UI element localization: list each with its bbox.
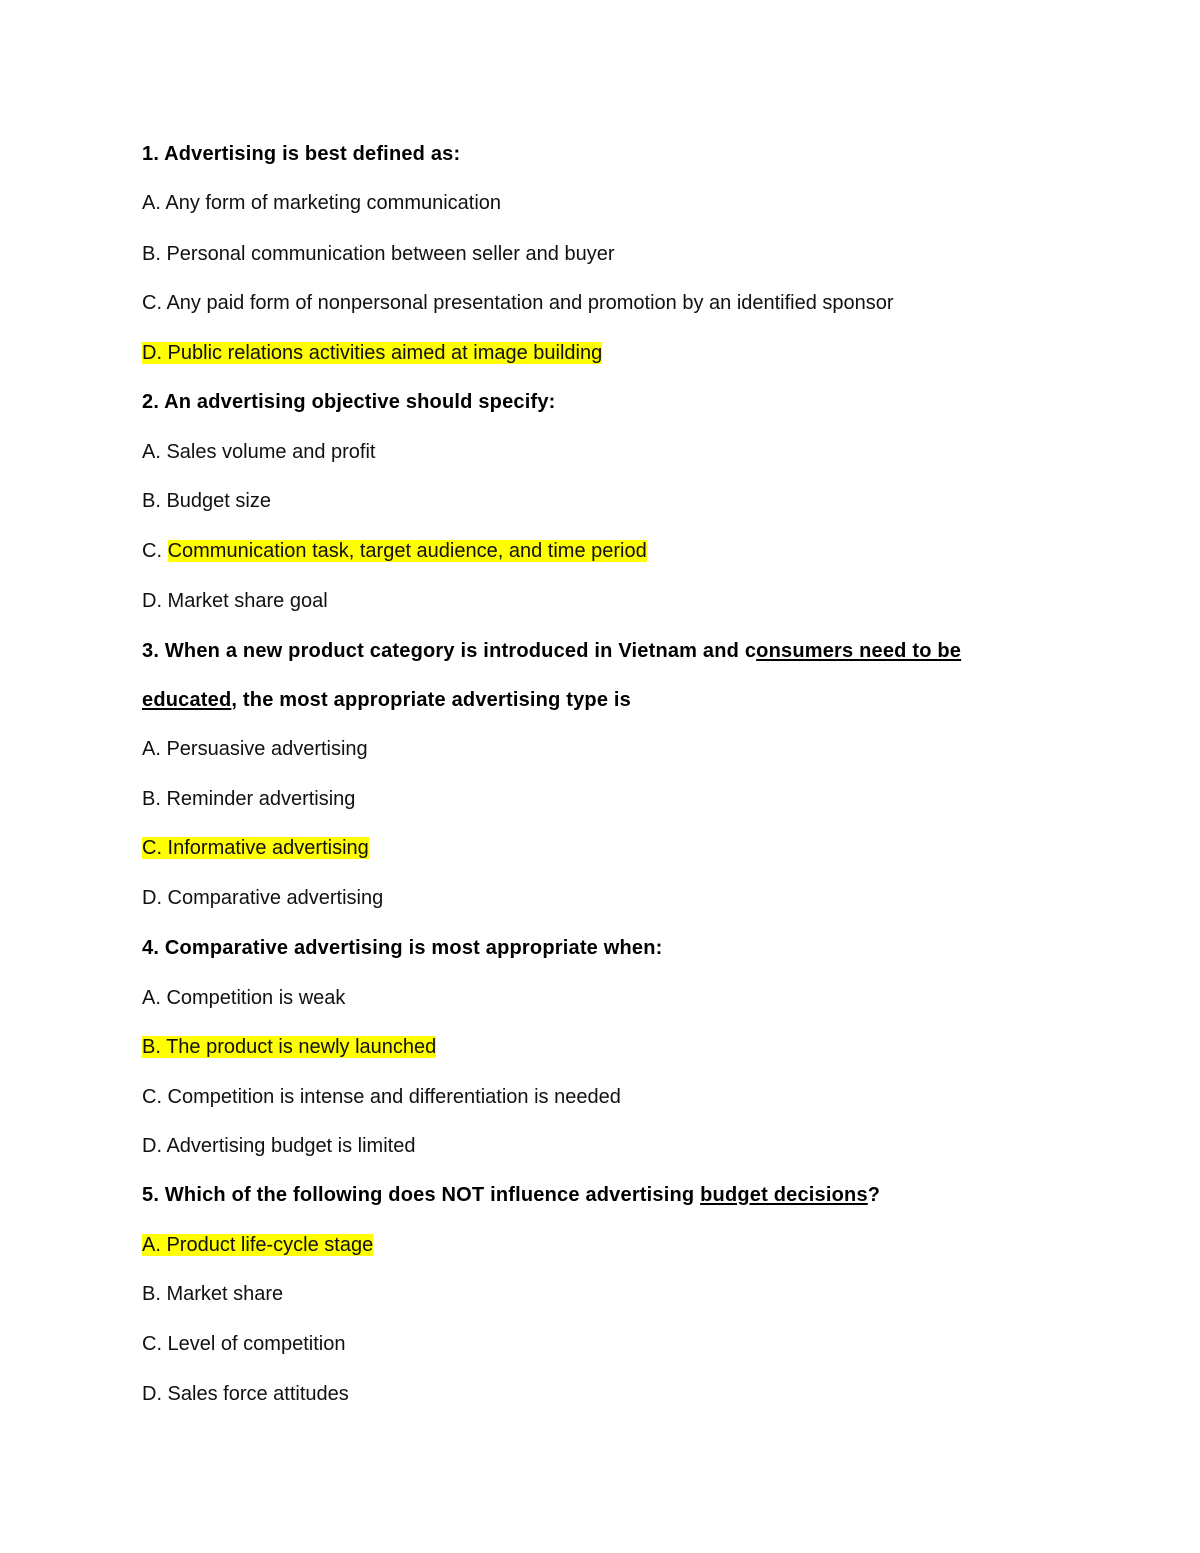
question-4: 4. Comparative advertising is most appropriate when: <box>142 937 663 959</box>
q2-option-b: B. Budget size <box>142 490 271 512</box>
highlighted-answer: A. Product life-cycle stage <box>142 1234 374 1256</box>
q3-option-b: B. Reminder advertising <box>142 788 356 810</box>
highlighted-answer: B. The product is newly launched <box>142 1036 437 1058</box>
underlined-text: budget decisions <box>700 1184 868 1206</box>
q5-option-c: C. Level of competition <box>142 1333 346 1355</box>
question-3-line-1 <box>142 638 961 664</box>
question-5 <box>142 1182 880 1208</box>
underlined-text: onsumers need to be <box>756 640 962 662</box>
question-text: 3. When a new product category is introduced in Vietnam and c <box>142 640 757 662</box>
option-prefix: C. <box>142 540 168 562</box>
question-3-line-2 <box>142 687 631 713</box>
highlighted-answer: C. Informative advertising <box>142 837 369 859</box>
q3-option-a: A. Persuasive advertising <box>142 738 368 760</box>
q4-option-b <box>142 1034 436 1060</box>
q5-option-a <box>142 1232 373 1258</box>
q5-option-b: B. Market share <box>142 1283 284 1305</box>
q5-option-d: D. Sales force attitudes <box>142 1383 349 1405</box>
q3-option-d: D. Comparative advertising <box>142 887 384 909</box>
q4-option-d: D. Advertising budget is limited <box>142 1135 416 1157</box>
question-2: 2. An advertising objective should specify: <box>142 391 556 413</box>
question-text: , the most appropriate advertising type is <box>231 689 632 711</box>
q1-option-b: B. Personal communication between seller and buyer <box>142 243 615 265</box>
underlined-text: educated <box>142 689 232 711</box>
q2-option-a: A. Sales volume and profit <box>142 441 376 463</box>
question-text: 5. Which of the following does NOT influence advertising <box>142 1184 701 1206</box>
q3-option-c <box>142 835 369 861</box>
highlighted-answer: D. Public relations activities aimed at image building <box>142 342 603 364</box>
q4-option-a: A. Competition is weak <box>142 987 346 1009</box>
q4-option-c: C. Competition is intense and differentiation is needed <box>142 1086 621 1108</box>
q2-option-d: D. Market share goal <box>142 590 328 612</box>
question-text: ? <box>867 1184 881 1206</box>
q2-option-c <box>142 538 647 564</box>
q1-option-d <box>142 340 602 366</box>
question-1: 1. Advertising is best defined as: <box>142 143 461 165</box>
highlighted-answer: Communication task, target audience, and time period <box>167 540 647 562</box>
q1-option-a: A. Any form of marketing communication <box>142 192 502 214</box>
q1-option-c: C. Any paid form of nonpersonal presentation and promotion by an identified sponsor <box>142 292 894 314</box>
